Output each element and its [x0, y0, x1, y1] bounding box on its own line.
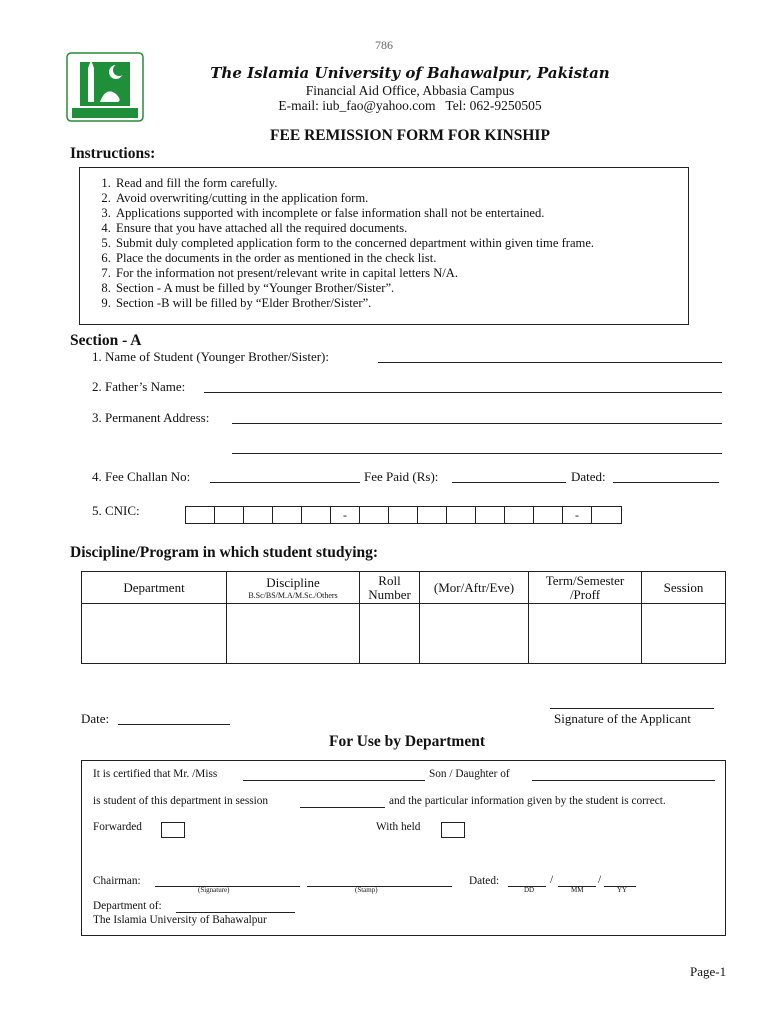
stamp-caption: (Stamp) [355, 886, 378, 894]
son-daughter-label: Son / Daughter of [429, 768, 510, 780]
form-title: FEE REMISSION FORM FOR KINSHIP [270, 127, 550, 144]
col-shift: (Mor/Aftr/Eve) [420, 572, 529, 604]
cnic-digit-box[interactable] [534, 507, 563, 523]
cnic-digit-box[interactable] [273, 507, 302, 523]
challan-field[interactable] [210, 482, 360, 483]
col-proff-label: /Proff [569, 586, 601, 602]
page-number: Page-1 [690, 964, 727, 979]
yy-caption: YY [617, 886, 628, 894]
cnic-digit-box[interactable] [476, 507, 505, 523]
certified-name-field[interactable] [243, 780, 425, 781]
col-term [529, 572, 642, 604]
address-field-line-2[interactable] [232, 453, 722, 454]
chairman-label: Chairman: [93, 875, 141, 887]
discipline-cell[interactable] [227, 604, 360, 664]
section-a-heading: Section - A [70, 332, 142, 349]
info-correct-label: and the particular information given by the student is correct. [389, 795, 666, 807]
student-of-label: is student of this department in session [93, 795, 269, 807]
office-name: Financial Aid Office, Abbasia Campus [305, 83, 515, 98]
with-held-checkbox[interactable] [441, 822, 465, 838]
date-slash: / [550, 874, 554, 886]
department-of-field[interactable] [176, 912, 295, 913]
dated-field[interactable] [613, 482, 719, 483]
instruction-item: 2. Avoid overwriting/cutting in the application form. [114, 191, 688, 206]
session-cell[interactable] [642, 604, 726, 664]
applicant-date-field[interactable] [118, 724, 230, 725]
department-use-heading: For Use by Department [329, 733, 485, 750]
mm-caption: MM [571, 886, 584, 894]
parent-name-field[interactable] [532, 780, 715, 781]
roll-number-cell[interactable] [360, 604, 420, 664]
instructions-list [80, 168, 688, 311]
university-name: The Islamia University of Bahawalpur, Pakistan [210, 64, 610, 82]
chairman-dated-label: Dated: [469, 875, 500, 887]
university-line: The Islamia University of Bahawalpur [93, 914, 267, 926]
instruction-item: 6. Place the documents in the order as mentioned in the check list. [114, 251, 688, 266]
contact-info: E-mail: iub_fao@yahoo.com Tel: 062-9250505 [278, 98, 542, 113]
term-cell[interactable] [529, 604, 642, 664]
father-name-field[interactable] [204, 392, 722, 393]
dd-caption: DD [524, 886, 535, 894]
cnic-separator: - [563, 507, 592, 523]
instruction-item: 8. Section - A must be filled by “Younger Brother/Sister”. [114, 281, 688, 296]
forwarded-checkbox[interactable] [161, 822, 185, 838]
student-name-row [92, 349, 329, 365]
instruction-item: 3. Applications supported with incomplete or false information shall not be entertained. [114, 206, 688, 221]
university-seal-icon [66, 52, 144, 122]
cnic-digit-box[interactable] [302, 507, 331, 523]
discipline-heading: Discipline/Program in which student studying: [70, 544, 379, 561]
cnic-digit-box[interactable] [505, 507, 534, 523]
instructions-box [79, 167, 689, 325]
address-field-line-1[interactable] [232, 423, 722, 424]
applicant-signature-line[interactable] [550, 708, 714, 709]
signature-caption: (Signature) [198, 886, 230, 894]
col-roll-number [360, 572, 420, 604]
department-use-box [81, 760, 726, 936]
col-number-label: Number [368, 586, 411, 602]
certified-label: It is certified that Mr. /Miss [93, 768, 218, 780]
address-label: 3. Permanent Address: [92, 410, 210, 425]
student-name-field[interactable] [378, 362, 722, 363]
col-department: Department [82, 572, 227, 604]
instruction-item: 5. Submit duly completed application form to the concerned department within given time frame. [114, 236, 688, 251]
cnic-digit-box[interactable] [244, 507, 273, 523]
table-row [82, 604, 726, 664]
col-session: Session [642, 572, 726, 604]
cnic-digit-box[interactable] [215, 507, 244, 523]
cnic-separator: - [331, 507, 360, 523]
cnic-label: 5. CNIC: [92, 503, 140, 518]
fee-paid-label: Fee Paid (Rs): [364, 469, 439, 484]
col-term-label: Term/Semester [545, 572, 625, 588]
applicant-date-label: Date: [81, 711, 110, 726]
cnic-digit-box[interactable] [447, 507, 476, 523]
col-discipline-sub: B.Sc/BS/M.A/M.Sc./Others [248, 591, 338, 600]
instruction-item: 7. For the information not present/relevant write in capital letters N/A. [114, 266, 688, 281]
col-discipline-label: Discipline [266, 575, 320, 590]
cnic-digit-box[interactable] [360, 507, 389, 523]
department-of-label: Department of: [93, 900, 162, 912]
col-discipline [227, 572, 360, 604]
shift-cell[interactable] [420, 604, 529, 664]
dated-label: Dated: [571, 469, 606, 484]
applicant-signature-label: Signature of the Applicant [554, 711, 691, 726]
instruction-item: 1. Read and fill the form carefully. [114, 176, 688, 191]
student-name-label: 1. Name of Student (Younger Brother/Sister): [92, 349, 329, 364]
session-field[interactable] [300, 807, 385, 808]
cnic-input-boxes[interactable] [185, 506, 622, 524]
discipline-table [81, 571, 726, 664]
fee-paid-field[interactable] [452, 482, 566, 483]
cnic-digit-box[interactable] [389, 507, 418, 523]
cnic-digit-box[interactable] [418, 507, 447, 523]
father-name-label: 2. Father’s Name: [92, 379, 186, 394]
table-header-row [82, 572, 726, 604]
department-cell[interactable] [82, 604, 227, 664]
chairman-stamp-field[interactable] [307, 886, 452, 887]
instruction-item: 4. Ensure that you have attached all the required documents. [114, 221, 688, 236]
instructions-heading: Instructions: [70, 145, 156, 162]
top-number: 786 [375, 38, 393, 52]
challan-label: 4. Fee Challan No: [92, 469, 191, 484]
with-held-label: With held [376, 821, 421, 833]
instruction-item: 9. Section -B will be filled by “Elder Brother/Sister”. [114, 296, 688, 311]
cnic-digit-box[interactable] [592, 507, 621, 523]
cnic-digit-box[interactable] [186, 507, 215, 523]
col-roll-label: Roll [378, 572, 401, 588]
forwarded-label: Forwarded [93, 821, 142, 833]
date-slash: / [598, 874, 602, 886]
